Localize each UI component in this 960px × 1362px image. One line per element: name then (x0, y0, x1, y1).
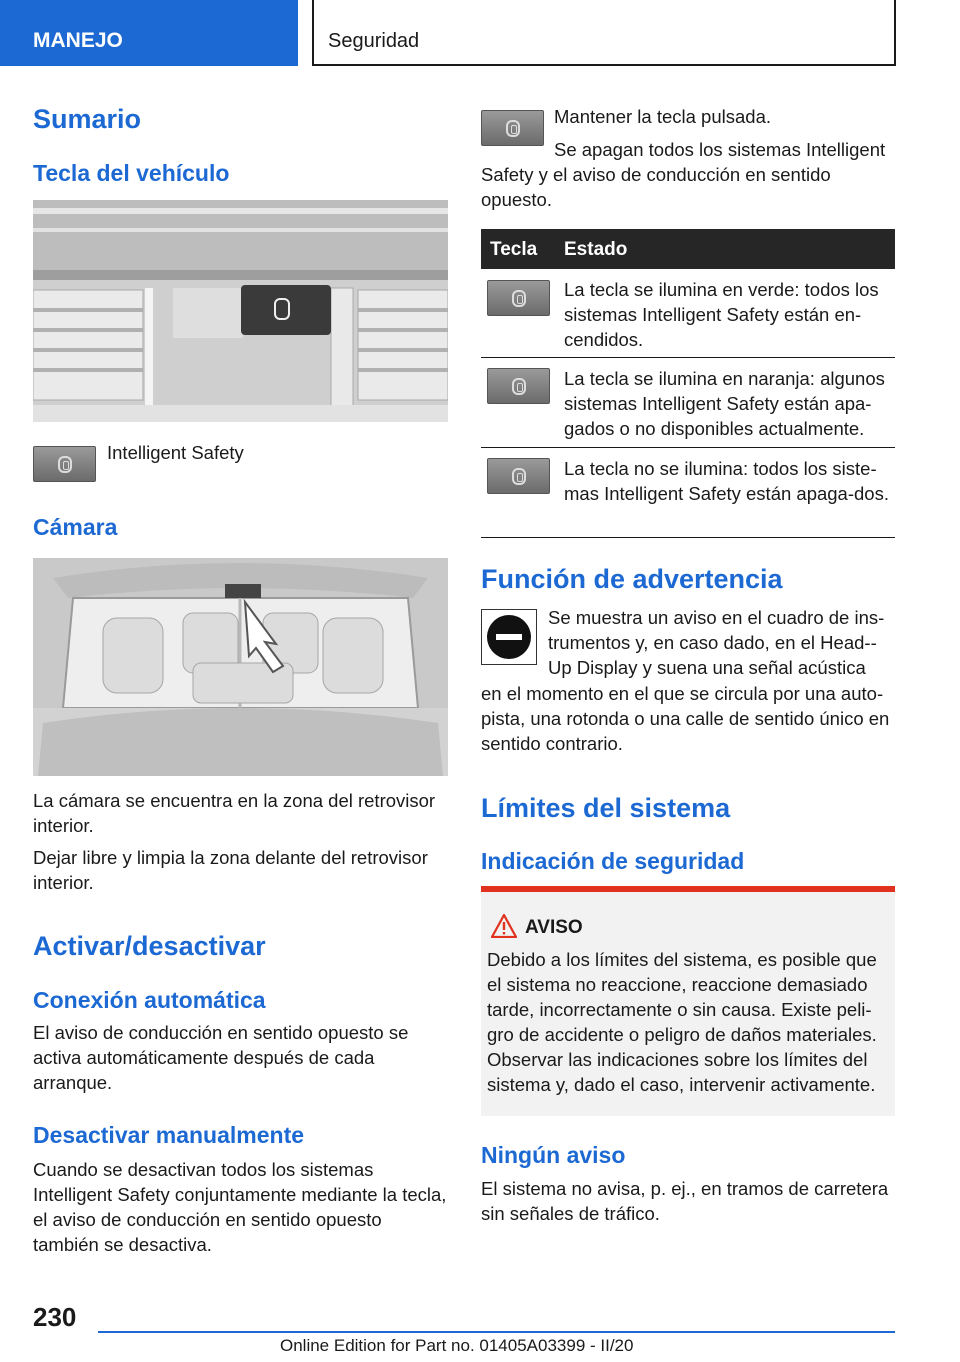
state-text: La tecla se ilumina en naranja: algunos sistemas Intelligent Safety están apa-gados o no disponibles actualmente. (564, 368, 885, 439)
warning-function-text-b: en el momento en el que se circula por una auto-pista, una rotonda o una calle de sentido único en sentido contrario. (481, 683, 890, 754)
no-entry-icon (481, 609, 537, 665)
dashboard-key-photo (33, 200, 448, 422)
hold-key-result-line: Se apagan todos los sistemas Intelligent (554, 139, 886, 160)
hold-key-text: Mantener la tecla pulsada. (554, 106, 771, 127)
vehicle-key-heading: Tecla del vehículo (33, 160, 230, 186)
intelligent-safety-key-icon (481, 110, 544, 146)
table-row (481, 269, 895, 358)
hold-key-result-cont: Safety y el aviso de conducción en sentido opuesto. (481, 164, 831, 210)
no-warning-text: El sistema no avisa, p. ej., en tramos de carretera sin señales de tráfico. (481, 1178, 889, 1224)
key-green-icon (487, 280, 550, 316)
table-row (481, 358, 895, 448)
edition-footer: Online Edition for Part no. 01405A03399 - II/20 (280, 1336, 634, 1355)
warning-box (481, 886, 895, 1116)
column-header-key: Tecla (490, 239, 538, 260)
table-row (481, 448, 895, 538)
warning-triangle-icon (491, 914, 517, 938)
activate-heading: Activar/desactivar (33, 931, 266, 961)
key-state-table (481, 229, 895, 538)
system-limits-heading: Límites del sistema (481, 793, 731, 823)
intelligent-safety-key-icon (33, 446, 96, 482)
manual-deactivate-text: Cuando se desactivan todos los sistemas Intelligent Safety conjuntamente mediante la tecla, el aviso de conducción en sentido opuesto también se desactiva. (33, 1159, 447, 1255)
chapter-title: Seguridad (312, 0, 896, 66)
no-warning-heading: Ningún aviso (481, 1142, 626, 1168)
page-number: 230 (33, 1302, 77, 1332)
auto-connect-text: El aviso de conducción en sentido opuesto se activa automáticamente después de cada arranque. (33, 1022, 409, 1093)
safety-note-heading: Indicación de seguridad (481, 848, 745, 874)
key-orange-icon (487, 368, 550, 404)
warning-function-heading: Función de advertencia (481, 564, 783, 594)
footer-divider (98, 1331, 895, 1333)
column-header-state: Estado (564, 239, 628, 260)
interior-camera-photo (33, 558, 448, 776)
state-text: La tecla no se ilumina: todos los siste-mas Intelligent Safety están apaga-dos. (564, 458, 889, 504)
key-label: Intelligent Safety (107, 442, 244, 463)
warning-title: AVISO (525, 917, 583, 938)
camera-text-2: Dejar libre y limpia la zona delante del retrovisor interior. (33, 847, 428, 893)
table-header (481, 229, 895, 269)
manual-deactivate-heading: Desactivar manualmente (33, 1122, 305, 1148)
camera-heading: Cámara (33, 514, 118, 540)
state-text: La tecla se ilumina en verde: todos los sistemas Intelligent Safety están en-cendidos. (564, 279, 879, 350)
camera-text-1: La cámara se encuentra en la zona del retrovisor interior. (33, 790, 436, 836)
warning-text: Debido a los límites del sistema, es posible que el sistema no reaccione, reaccione demasiado tarde, incorrectamente o sin causa. Existe peli-gro de accidente o peligro de daños materiales. Observar las indicaciones sobre los límites del sistema y, dado el caso, intervenir activamente. (487, 949, 877, 1095)
warning-function-text-a: Se muestra un aviso en el cuadro de ins-trumentos y, en caso dado, en el Head--Up Display y suena una señal acústica (548, 607, 885, 678)
section-tab[interactable]: MANEJO (0, 0, 298, 66)
summary-heading: Sumario (33, 104, 142, 134)
key-off-icon (487, 458, 550, 494)
auto-connect-heading: Conexión automática (33, 987, 266, 1013)
